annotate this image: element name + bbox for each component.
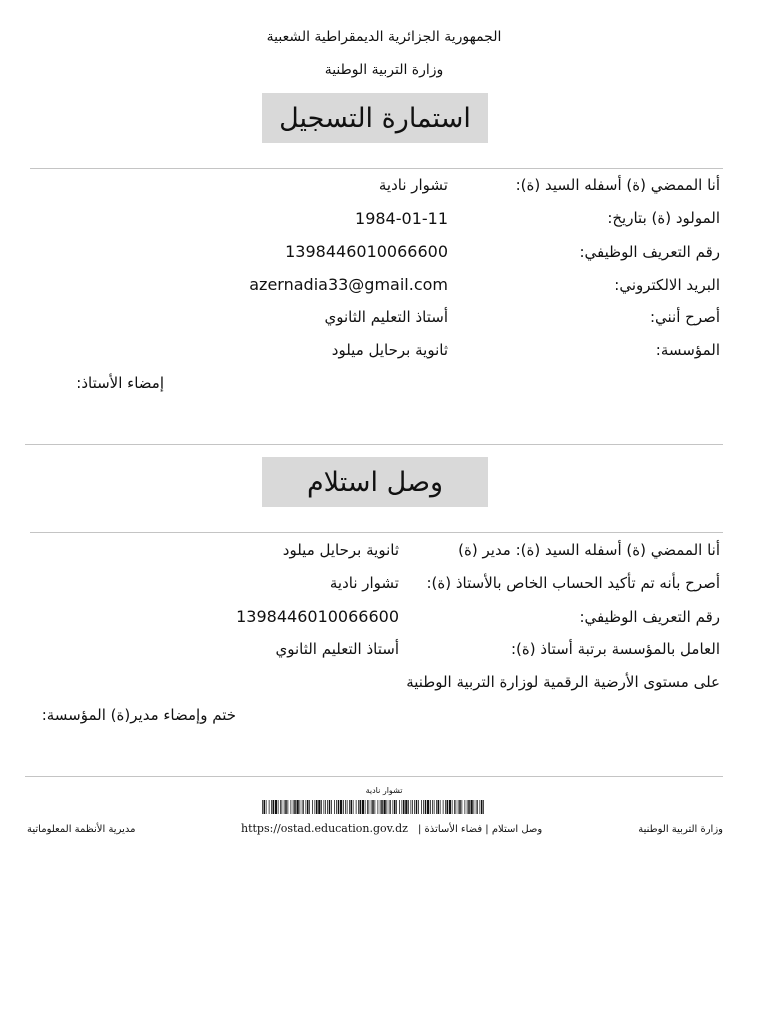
registration-title: استمارة التسجيل — [262, 93, 488, 143]
footer-ministry: وزارة التربية الوطنية — [638, 824, 723, 835]
institution-value: ثانوية برحايل ميلود — [331, 341, 448, 359]
teacher-signature-label: إمضاء الأستاذ: — [76, 374, 164, 392]
receipt-employee-id-value: 1398446010066600 — [236, 607, 399, 626]
divider — [30, 532, 723, 533]
birth-date-value: 1984-01-11 — [355, 209, 448, 228]
employee-id-label: رقم التعريف الوظيفي: — [579, 243, 720, 261]
director-stamp-label: ختم وإمضاء مدير(ة) المؤسسة: — [41, 706, 236, 724]
institution-label: المؤسسة: — [655, 341, 720, 359]
footer-links[interactable]: وصل استلام | فضاء الأساتذة | — [418, 824, 543, 835]
director-label: أنا الممضي (ة) أسفله السيد (ة): مدير (ة) — [458, 541, 720, 559]
rank-value: أستاذ التعليم الثانوي — [324, 308, 448, 326]
footer-url-link[interactable]: https://ostad.education.gov.dz — [241, 822, 408, 835]
email-value: azernadia33@gmail.com — [249, 275, 448, 294]
rank-label: أصرح أنني: — [649, 308, 720, 326]
barcode — [262, 800, 487, 814]
employee-id-value: 1398446010066600 — [285, 242, 448, 261]
barcode-caption: تشوار نادية — [365, 786, 403, 795]
full-name-label: أنا الممضي (ة) أسفله السيد (ة): — [515, 176, 720, 194]
divider — [25, 444, 723, 445]
ministry-name: وزارة التربية الوطنية — [324, 62, 444, 78]
footer-directorate: مديرية الأنظمة المعلوماتية — [27, 824, 136, 835]
platform-line: على مستوى الأرضية الرقمية لوزارة التربية الوطنية — [406, 673, 720, 691]
director-school-value: ثانوية برحايل ميلود — [282, 541, 399, 559]
receipt-title: وصل استلام — [262, 457, 488, 507]
receipt-rank-value: أستاذ التعليم الثانوي — [275, 640, 399, 658]
receipt-employee-id-label: رقم التعريف الوظيفي: — [579, 608, 720, 626]
email-label: البريد الالكتروني: — [614, 276, 720, 294]
confirmed-teacher-label: أصرح بأنه تم تأكيد الحساب الخاص بالأستاذ (ة): — [426, 574, 720, 592]
divider — [30, 168, 723, 169]
country-name: الجمهورية الجزائرية الديمقراطية الشعبية — [266, 29, 502, 45]
birth-date-label: المولود (ة) بتاريخ: — [607, 209, 720, 227]
divider — [25, 776, 723, 777]
receipt-rank-label: العامل بالمؤسسة برتبة أستاذ (ة): — [510, 640, 720, 658]
confirmed-teacher-value: تشوار نادية — [329, 574, 399, 592]
full-name-value: تشوار نادية — [378, 176, 448, 194]
